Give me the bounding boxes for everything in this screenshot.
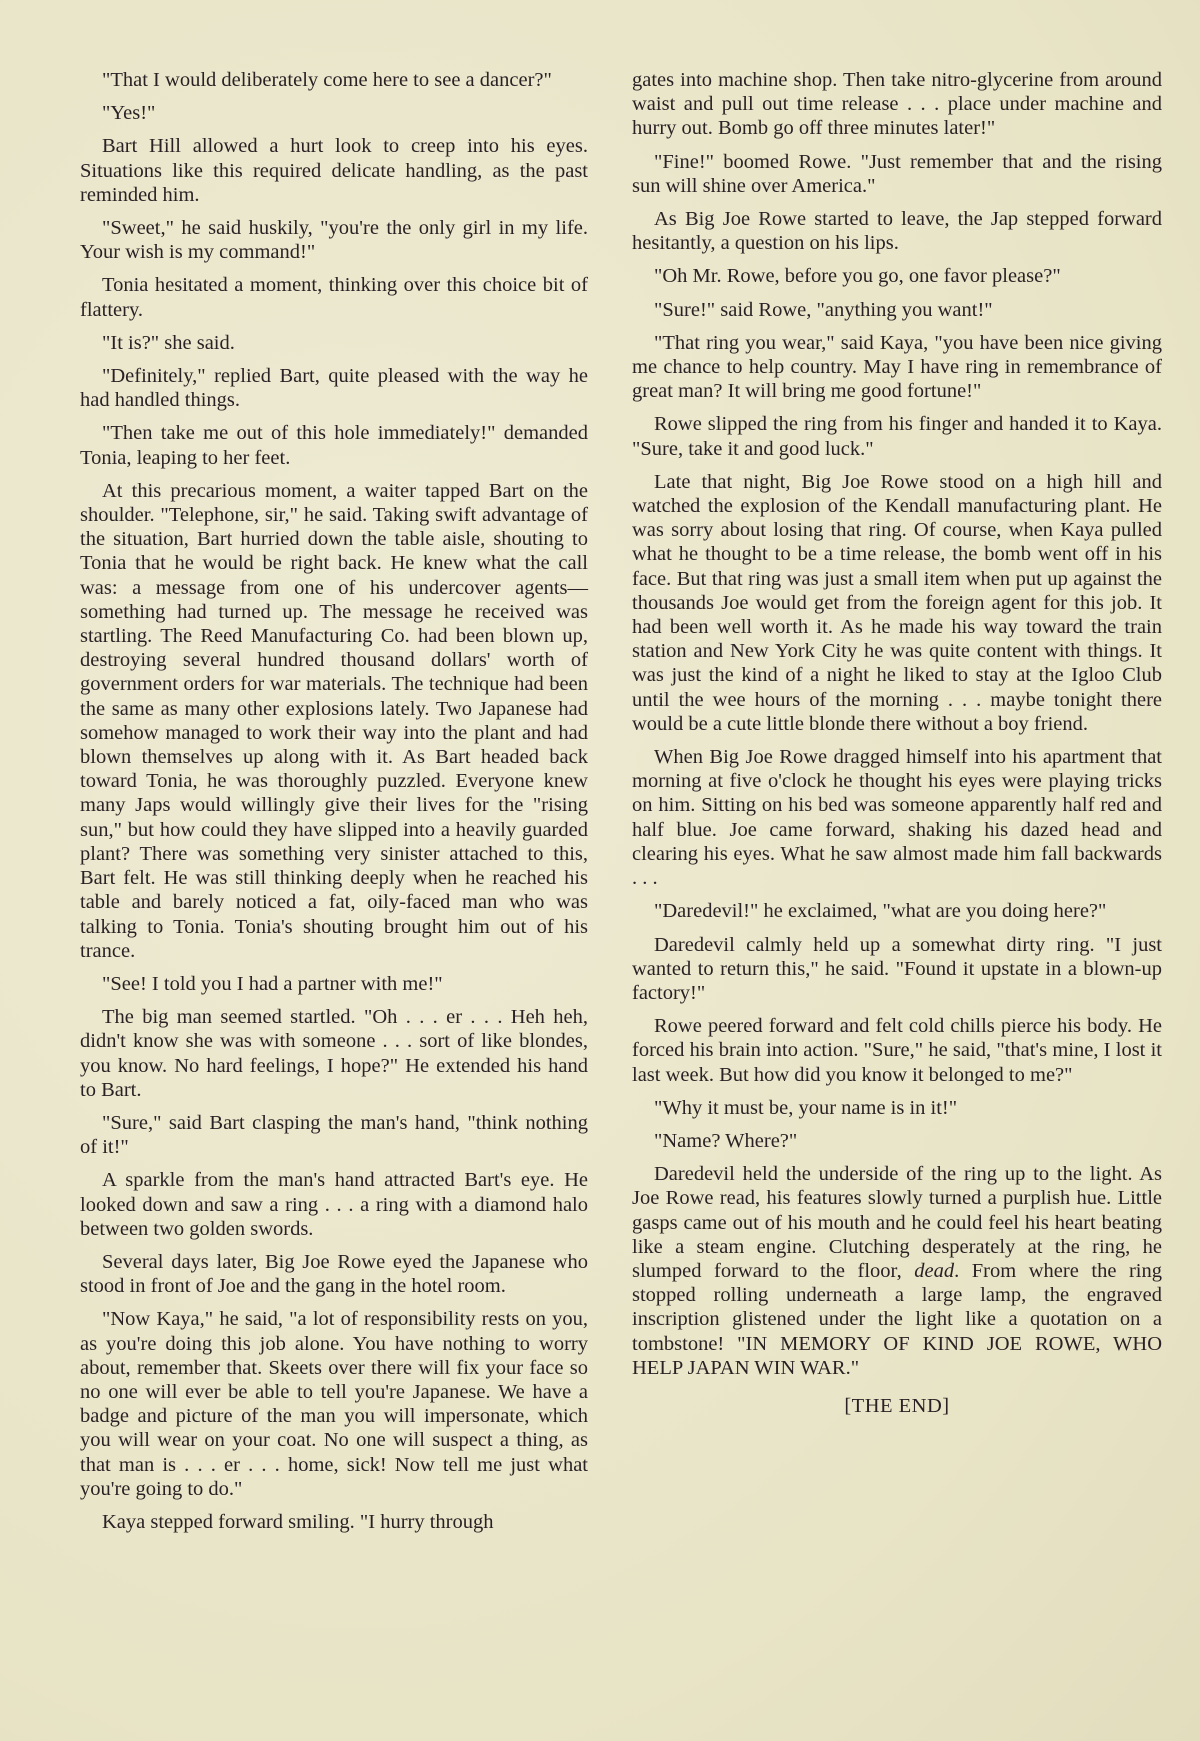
text: . From where the ring stopped rolling underneath a large lamp, the engraved inscription glistened under the light like a quotation on a tombstone! "IN MEMORY OF KIND JOE ROWE, WHO HELP JAPAN WIN WAR." — [632, 1259, 1162, 1379]
paragraph: As Big Joe Rowe started to leave, the Jap stepped forward hesitantly, a question on his lips. — [632, 208, 1162, 255]
paragraph: "It is?" she said. — [102, 331, 235, 354]
paragraph: Kaya stepped forward smiling. "I hurry through — [102, 1510, 494, 1533]
paragraph: Tonia hesitated a moment, thinking over this choice bit of flattery. — [80, 274, 588, 321]
paragraph: "Yes!" — [102, 102, 156, 125]
the-end-mark: [THE END] — [844, 1394, 950, 1417]
paragraph: Rowe slipped the ring from his finger and handed it to Kaya. "Sure, take it and good luck." — [632, 413, 1162, 460]
paragraph: "Daredevil!" he exclaimed, "what are you doing here?" — [654, 900, 1107, 923]
paragraph: "Then take me out of this hole immediately!" demanded Tonia, leaping to her feet. — [80, 422, 588, 469]
paragraph: The big man seemed startled. "Oh . . . er . . . Heh heh, didn't know she was with someone . . . sort of like blondes, you know. No hard feelings, I hope?" He extended his hand to Bart. — [80, 1006, 588, 1101]
paragraph: Late that night, Big Joe Rowe stood on a high hill and watched the explosion of the Kendall manufacturing plant. He was sorry about losing that ring. Of course, when Kaya pulled what he thought to be a time release, the bomb went off in his face. But that ring was just a small item when put up against the thousands Joe would get from the foreign agent for this job. It had been well worth it. As he made his way toward the train station and New York City he was quite content with things. It was just the kind of a night he liked to stay at the Igloo Club until the wee hours of the morning . . . maybe tonight there would be a cute little blonde there without a boy friend. — [632, 470, 1162, 735]
left-column — [80, 68, 588, 1543]
paragraph: At this precarious moment, a waiter tapped Bart on the shoulder. "Telephone, sir," he said. Taking swift advantage of the situation, Bart hurried down the table aisle, shouting to Tonia that he would be right back. He knew what the call was: a message from one of his undercover agents—something had turned up. The message he received was startling. The Reed Manufacturing Co. had been blown up, destroying several hundred thousand dollars' worth of government orders for war materials. The technique had been the same as many other explosions lately. Two Japanese had somehow managed to work their way into the plant and had blown themselves up along with it. As Bart headed back toward Tonia, he was thoroughly puzzled. Everyone knew many Japs would willingly give their lives for the "rising sun," but how could they have slipped into a heavily guarded plant? There was something very sinister attached to this, Bart felt. He was still thinking deeply when he reached his table and barely noticed a fat, oily-faced man who was talking to Tonia. Tonia's shouting brought him out of his trance. — [80, 479, 588, 962]
paragraph: "Name? Where?" — [654, 1129, 798, 1152]
text: Daredevil held the underside of the ring up to the light. As Joe Rowe read, his features slowly turned a purplish hue. Little gasps came out of his mouth and he could feel his heart beating like a steam engine. Clutching desperately at the ring, he slumped forward to the floor, — [632, 1163, 1162, 1282]
paragraph: A sparkle from the man's hand attracted Bart's eye. He looked down and saw a ring . . . a ring with a diamond halo between two golden swords. — [80, 1169, 588, 1240]
paragraph: "Why it must be, your name is in it!" — [654, 1096, 958, 1119]
paragraph: "Now Kaya," he said, "a lot of responsibility rests on you, as you're doing this job alone. You have nothing to worry about, remember that. Skeets over there will fix your face so no one will ever be able to tell you're Japanese. We have a badge and picture of the man you will impersonate, which you will wear on your coat. No one will suspect a thing, as that man is . . . er . . . home, sick! Now tell me just what you're going to do." — [80, 1308, 588, 1500]
paragraph: "Definitely," replied Bart, quite pleased with the way he had handled things. — [80, 365, 588, 412]
paragraph: "Oh Mr. Rowe, before you go, one favor please?" — [654, 265, 1061, 288]
paragraph: "See! I told you I had a partner with me!" — [102, 972, 443, 995]
paragraph: Rowe peered forward and felt cold chills pierce his body. He forced his brain into action. "Sure," he said, "that's mine, I lost it last week. But how did you know it belonged to me?" — [632, 1015, 1162, 1086]
paragraph: "Sure!" said Rowe, "anything you want!" — [654, 298, 993, 321]
paragraph: "That ring you wear," said Kaya, "you have been nice giving me chance to help country. May I have ring in remembrance of great man? It will bring me good fortune!" — [632, 331, 1162, 403]
right-column — [632, 68, 1162, 1427]
paragraph: "Fine!" boomed Rowe. "Just remember that and the rising sun will shine over America." — [632, 150, 1162, 197]
paragraph-continued: gates into machine shop. Then take nitro-glycerine from around waist and pull out time release . . . place under machine and hurry out. Bomb go off three minutes later!" — [632, 69, 1162, 140]
paragraph: When Big Joe Rowe dragged himself into his apartment that morning at five o'clock he thought his eyes were playing tricks on him. Sitting on his bed was someone apparently half red and half blue. Joe came forward, shaking his dazed head and clearing his eyes. What he saw almost made him fall backwards . . . — [632, 746, 1162, 890]
paragraph: "Sure," said Bart clasping the man's hand, "think nothing of it!" — [80, 1111, 588, 1159]
final-paragraph — [632, 1162, 1162, 1380]
paragraph: Daredevil calmly held up a somewhat dirty ring. "I just wanted to return this," he said. "Found it upstate in a blown-up factory!" — [632, 933, 1162, 1004]
italic-word: dead — [914, 1259, 955, 1282]
paragraph: "That I would deliberately come here to see a dancer?" — [102, 69, 552, 91]
paragraph: "Sweet," he said huskily, "you're the only girl in my life. Your wish is my command!" — [80, 217, 588, 264]
paragraph: Bart Hill allowed a hurt look to creep into his eyes. Situations like this required delicate handling, as the past reminded him. — [80, 135, 588, 206]
paragraph: Several days later, Big Joe Rowe eyed the Japanese who stood in front of Joe and the gang in the hotel room. — [80, 1250, 588, 1298]
